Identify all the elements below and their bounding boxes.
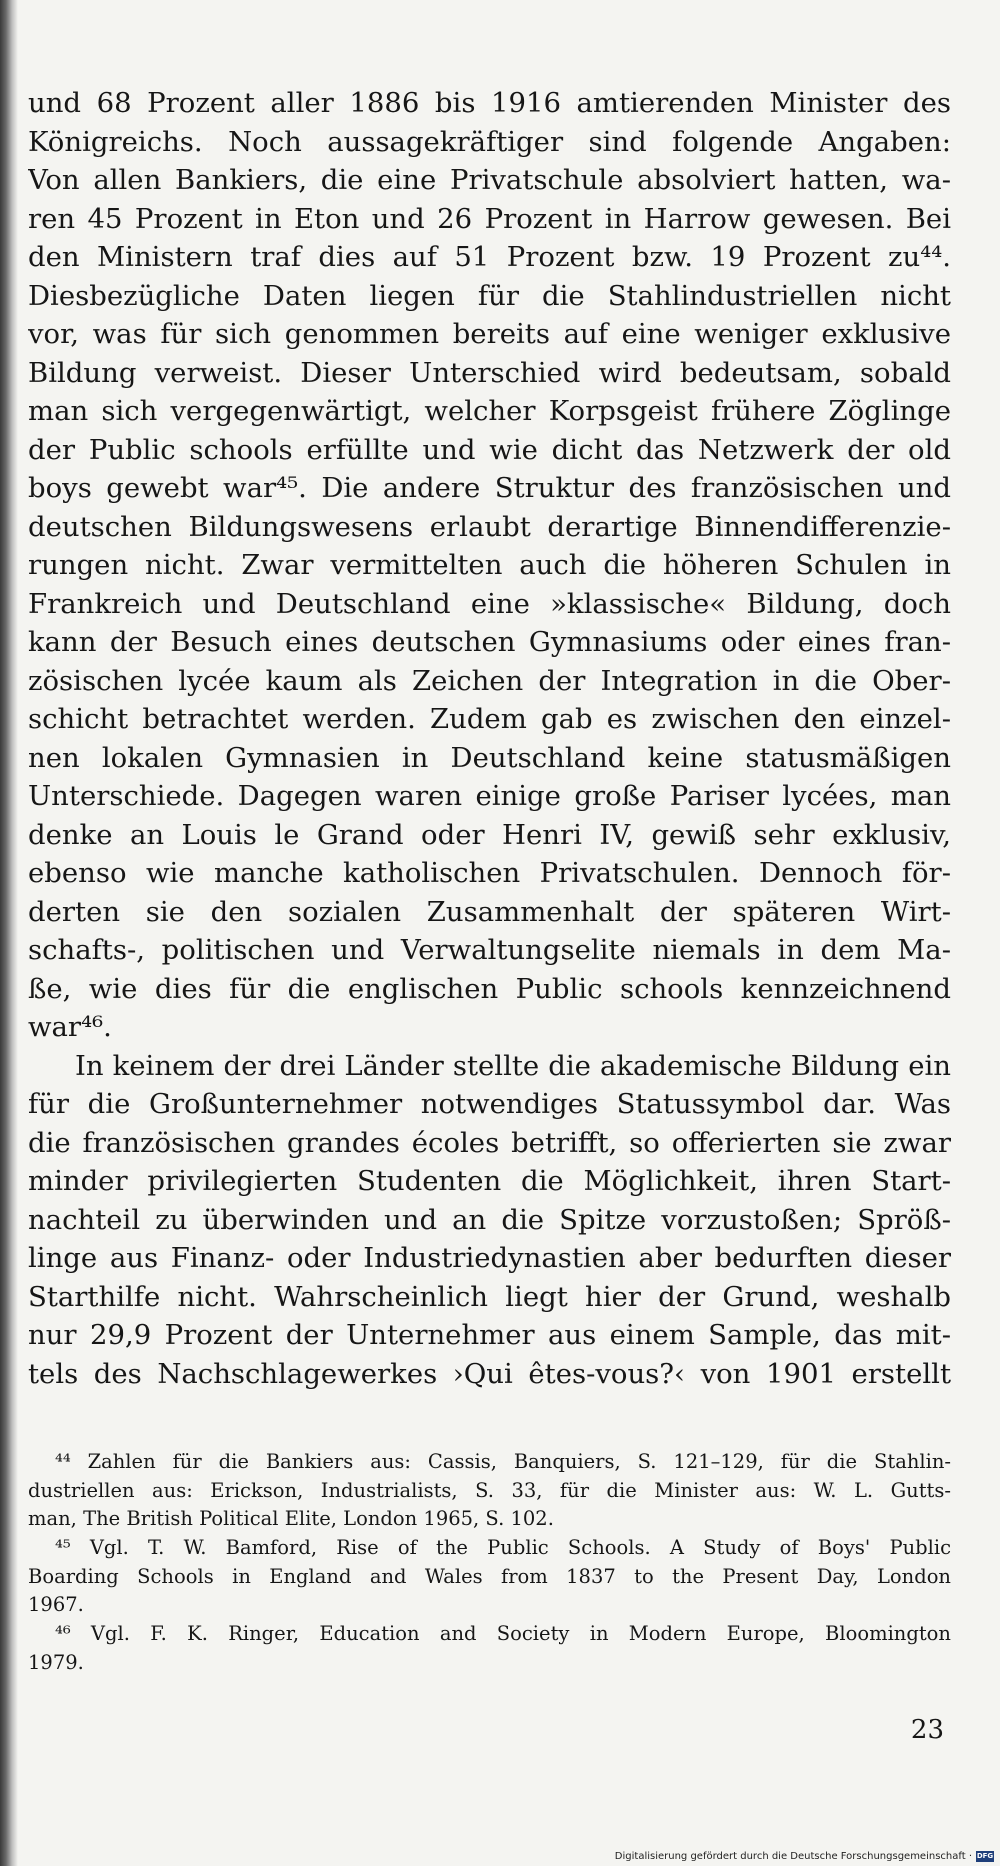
digitization-credit: [615, 1851, 994, 1862]
body-line: deutschen Bildungswesens erlaubt derartige Binnendifferenzie-: [28, 510, 951, 543]
body-line: schicht betrachtet werden. Zudem gab es zwischen den einzel-: [28, 703, 951, 735]
footnote-line: ⁴⁴ Zahlen für die Bankiers aus: Cassis, Banquiers, S. 121–129, für die Stahlin-: [55, 1450, 951, 1473]
body-line: die französischen grandes écoles betrifft, so offerierten sie zwar: [28, 1126, 951, 1159]
credit-text: Digitalisierung gefördert durch die Deutsche Forschungsgemeinschaft ·: [614, 1851, 972, 1862]
body-line: minder privilegierten Studenten die Möglichkeit, ihren Start-: [28, 1165, 951, 1197]
body-line: Bildung verweist. Dieser Unterschied wird bedeutsam, sobald: [28, 356, 951, 389]
body-line: der Public schools erfüllte und wie dicht das Netzwerk der old: [28, 433, 951, 466]
footnotes: [28, 1448, 951, 1678]
body-line: nachteil zu überwinden und an die Spitze vorzustoßen; Spröß-: [28, 1203, 951, 1236]
body-line: nur 29,9 Prozent der Unternehmer aus einem Sample, das mit-: [28, 1319, 951, 1351]
body-line: Unterschiede. Dagegen waren einige große Pariser lycées, man: [28, 780, 951, 812]
body-line: denke an Louis le Grand oder Henri IV, gewiß sehr exklusiv,: [28, 818, 951, 851]
body-line: ebenso wie manche katholischen Privatschulen. Dennoch för-: [28, 857, 951, 889]
body-line: Von allen Bankiers, die eine Privatschule absolviert hatten, wa-: [28, 164, 951, 196]
body-line: kann der Besuch eines deutschen Gymnasiums oder eines fran-: [28, 626, 951, 658]
body-line: Diesbezügliche Daten liegen für die Stahlindustriellen nicht: [28, 279, 951, 312]
body-line: schafts-, politischen und Verwaltungselite niemals in dem Ma-: [28, 934, 951, 966]
body-line: den Ministern traf dies auf 51 Prozent bzw. 19 Prozent zu⁴⁴.: [28, 241, 951, 273]
body-line: zösischen lycée kaum als Zeichen der Integration in die Ober-: [28, 664, 951, 697]
body-line: derten sie den sozialen Zusammenhalt der späteren Wirt-: [28, 895, 951, 928]
footnote-line: ⁴⁶ Vgl. F. K. Ringer, Education and Society in Modern Europe, Bloomington: [55, 1622, 951, 1646]
footnote-line: man, The British Political Elite, London 1965, S. 102.: [28, 1507, 554, 1531]
body-line: Frankreich und Deutschland eine »klassische« Bildung, doch: [28, 587, 951, 620]
footnote-line: dustriellen aus: Erickson, Industrialists, S. 33, für die Minister aus: W. L. Gutts-: [28, 1478, 951, 1502]
body-line: tels des Nachschlagewerkes ›Qui êtes-vous?‹ von 1901 erstellt: [28, 1357, 951, 1390]
body-line: boys gewebt war⁴⁵. Die andere Struktur des französischen und: [28, 472, 951, 504]
body-line: für die Großunternehmer notwendiges Statussymbol dar. Was: [28, 1088, 951, 1120]
body-line: linge aus Finanz- oder Industriedynastien aber bedurften dieser: [28, 1242, 951, 1274]
dfg-logo-icon: DFG: [976, 1852, 994, 1860]
body-line: In keinem der drei Länder stellte die akademische Bildung ein: [75, 1049, 951, 1082]
body-line: war⁴⁶.: [28, 1011, 112, 1043]
body-line: und 68 Prozent aller 1886 bis 1916 amtierenden Minister des: [28, 87, 951, 119]
body-line: ren 45 Prozent in Eton und 26 Prozent in Harrow gewesen. Bei: [28, 202, 951, 235]
footnote-line: Boarding Schools in England and Wales from 1837 to the Present Day, London: [28, 1564, 951, 1588]
body-line: ße, wie dies für die englischen Public schools kennzeichnend: [28, 972, 951, 1005]
footnote-line: 1967.: [28, 1593, 84, 1617]
body-line: vor, was für sich genommen bereits auf eine weniger exklusive: [28, 318, 951, 350]
body-line: man sich vergegenwärtigt, welcher Korpsgeist frühere Zöglinge: [28, 395, 951, 427]
body-line: rungen nicht. Zwar vermittelten auch die höheren Schulen in: [28, 549, 951, 581]
body-line: nen lokalen Gymnasien in Deutschland keine statusmäßigen: [28, 741, 951, 774]
footnote-line: 1979.: [28, 1650, 84, 1674]
page-number: 23: [910, 1715, 944, 1745]
body-text: [28, 84, 951, 1393]
footnote-line: ⁴⁵ Vgl. T. W. Bamford, Rise of the Public Schools. A Study of Boys' Public: [55, 1536, 951, 1560]
body-line: Königreichs. Noch aussagekräftiger sind folgende Angaben:: [28, 125, 951, 158]
binding-shadow: [0, 0, 18, 1866]
body-line: Starthilfe nicht. Wahrscheinlich liegt hier der Grund, weshalb: [28, 1280, 951, 1313]
